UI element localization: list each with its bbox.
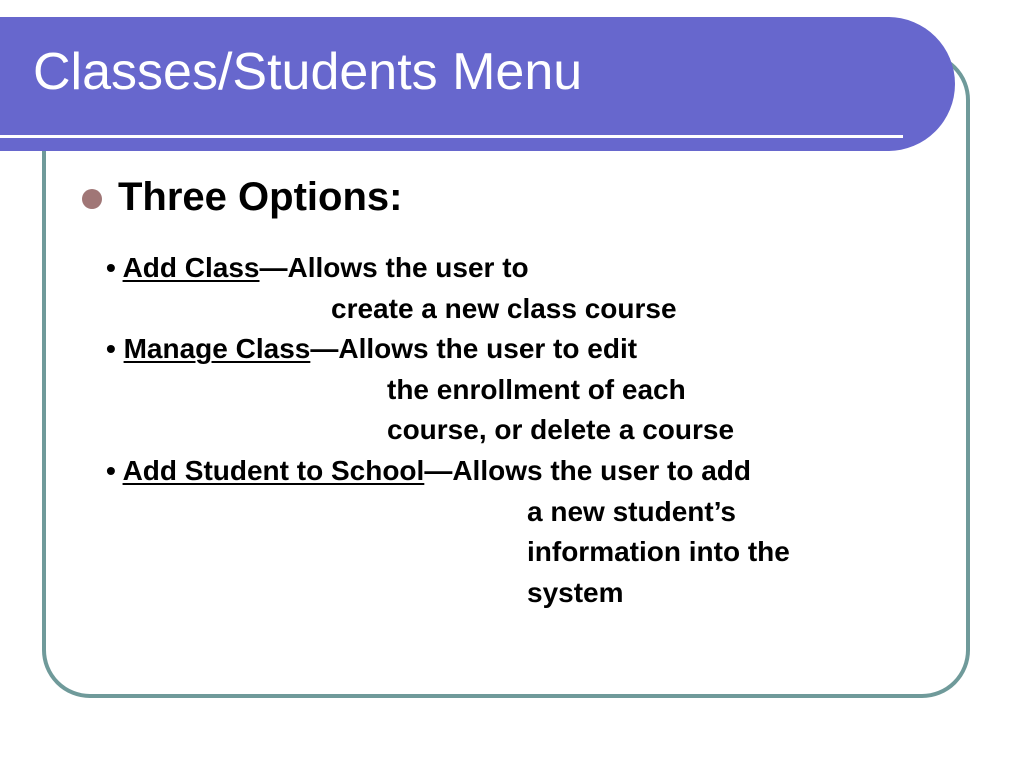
sub-bullet: • xyxy=(106,333,116,364)
em-dash: — xyxy=(424,455,453,486)
option-manage-class xyxy=(106,329,734,451)
option-add-student-to-school xyxy=(106,451,790,613)
option-description-line: course, or delete a course xyxy=(387,414,735,445)
option-description-line: create a new class course xyxy=(331,292,677,324)
option-add-class xyxy=(106,248,677,329)
option-description-line: information into the xyxy=(527,536,790,567)
option-term: Add Student to School xyxy=(122,455,425,486)
option-description-line: Allows the user to add xyxy=(452,455,752,486)
option-first-line xyxy=(106,329,734,370)
title-underline xyxy=(0,135,903,138)
option-first-line xyxy=(106,248,677,289)
bullet-dot-icon xyxy=(82,189,102,209)
slide-title: Classes/Students Menu xyxy=(33,43,583,101)
option-description-line: the enrollment of each xyxy=(387,373,686,405)
em-dash: — xyxy=(310,333,339,364)
option-description-line: a new student’s xyxy=(527,495,737,527)
option-term: Add Class xyxy=(122,252,260,283)
sub-bullet: • xyxy=(106,252,116,283)
option-description-line: Allows the user to xyxy=(287,252,529,283)
option-description-line: system xyxy=(527,576,624,608)
option-description-line: Allows the user to edit xyxy=(338,333,638,364)
sub-bullet: • xyxy=(106,455,116,486)
option-first-line xyxy=(106,451,790,492)
em-dash: — xyxy=(259,252,288,283)
option-term: Manage Class xyxy=(123,333,311,364)
main-bullet-heading: Three Options: xyxy=(118,175,403,219)
